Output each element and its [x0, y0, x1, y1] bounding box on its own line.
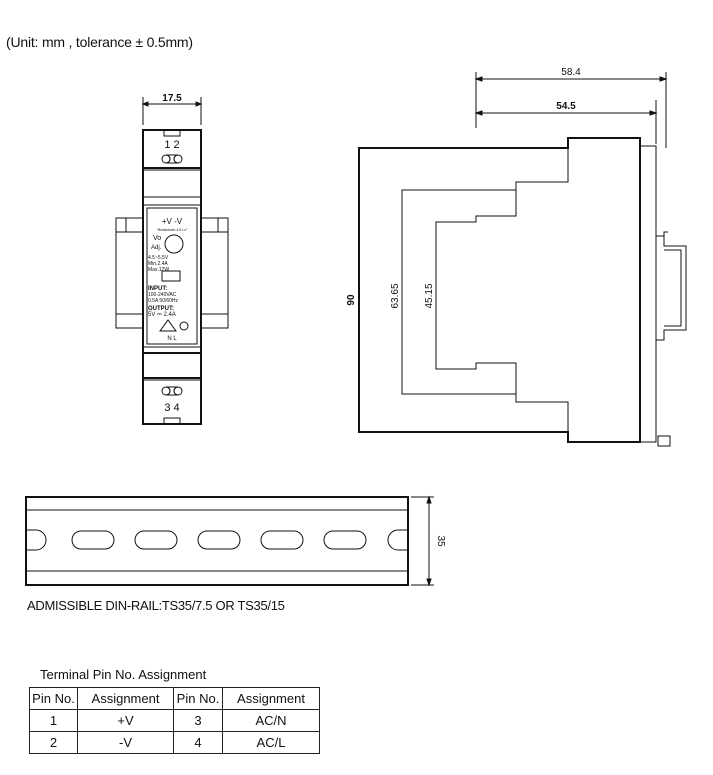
dim-depth: 54.5 — [556, 101, 576, 112]
label-output-title: OUTPUT: — [148, 306, 174, 312]
dim-mid-height: 63.65 — [390, 283, 401, 309]
unit-note: (Unit: mm , tolerance ± 0.5mm) — [6, 34, 193, 50]
header-pin-no: Pin No. — [174, 688, 223, 710]
label-output1: 5V ⎓ 2.4A — [148, 312, 176, 318]
rail-slot-right — [388, 530, 408, 550]
side-view — [359, 72, 686, 446]
top-terminal-screws — [166, 155, 178, 163]
label-input-title: INPUT: — [148, 286, 168, 292]
rail-slot — [261, 531, 303, 549]
side-step-2 — [436, 190, 516, 394]
table-cell: AC/N — [223, 710, 320, 732]
rail-slot — [135, 531, 177, 549]
label-input2: 0.5A 50/60Hz — [148, 298, 179, 304]
side-outline — [359, 138, 640, 442]
table-cell: 4 — [174, 732, 223, 754]
table-cell: AC/L — [223, 732, 320, 754]
rail-wing-right — [201, 218, 228, 328]
table-row — [30, 732, 320, 754]
table-row — [30, 710, 320, 732]
rail-slot — [72, 531, 114, 549]
rail-wing-left — [116, 218, 143, 328]
label-spec1: 4.5~5.5V — [148, 255, 169, 261]
dim-inner-height: 45.15 — [424, 283, 435, 309]
label-vo: Vo — [153, 235, 162, 242]
approval-mark — [180, 322, 188, 330]
din-rail — [26, 497, 434, 585]
front-width-dim: 17.5 — [162, 93, 182, 104]
pin-assignment-table — [29, 687, 320, 754]
table-cell: 2 — [30, 732, 78, 754]
dim-height: 90 — [346, 294, 357, 306]
label-polarity: +V -V — [161, 217, 183, 226]
label-adj: Adj. — [151, 245, 162, 251]
rail-slot — [198, 531, 240, 549]
bottom-terminal-screws — [166, 387, 178, 395]
table-cell: 3 — [174, 710, 223, 732]
label-input1: 100-240VAC — [148, 292, 177, 298]
arrow — [143, 102, 148, 106]
vo-adjust-pot — [165, 235, 183, 253]
arrow — [196, 102, 201, 106]
approval-mark — [160, 320, 176, 331]
dim-total-depth: 58.4 — [561, 67, 581, 78]
rail-slot — [324, 531, 366, 549]
header-assignment: Assignment — [78, 688, 174, 710]
label-small-line: "Breakdown 4.5 Lz" — [156, 228, 188, 232]
rail-height-dim: 35 — [435, 535, 446, 547]
bottom-pin-numbers: 3 4 — [164, 402, 180, 414]
top-pin-numbers: 1 2 — [164, 139, 180, 151]
table-cell: 1 — [30, 710, 78, 732]
table-cell: -V — [78, 732, 174, 754]
din-rail-caption: ADMISSIBLE DIN-RAIL:TS35/7.5 OR TS35/15 — [27, 598, 285, 613]
side-back-plate — [640, 146, 656, 442]
label-spec2: Min.2.4A — [148, 261, 168, 267]
rail-slot-left — [26, 530, 46, 550]
table-header-row — [30, 688, 320, 710]
pin-table-title: Terminal Pin No. Assignment — [40, 667, 207, 682]
label-spec3: Max.12W — [148, 267, 170, 273]
label-bottom-letters: N L — [167, 336, 177, 342]
table-cell: +V — [78, 710, 174, 732]
header-assignment: Assignment — [223, 688, 320, 710]
header-pin-no: Pin No. — [30, 688, 78, 710]
